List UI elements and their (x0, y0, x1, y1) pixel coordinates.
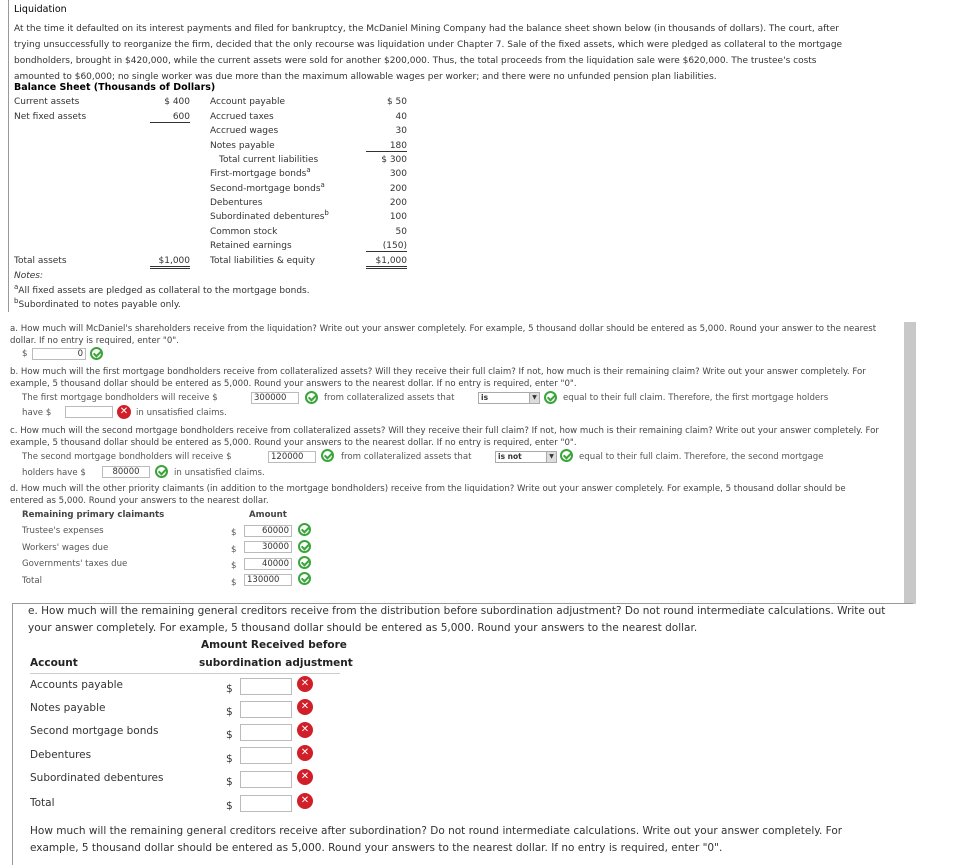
liab-label-5: First-mortgage bonds$^a$ (210, 166, 311, 179)
check-circle-icon (90, 347, 103, 360)
check-circle-icon (155, 465, 168, 478)
qd-dollar-0: $ (231, 528, 237, 538)
x-circle-icon: ✕ (117, 405, 131, 419)
qe-header-divider (30, 673, 340, 674)
qd-input-1[interactable]: 30000 (244, 541, 292, 553)
qc-have: holders have $ (22, 468, 86, 478)
qc-post: equal to their full claim. Therefore, the second mortgage (579, 452, 824, 462)
liab-value-6: 200 (389, 184, 407, 194)
liab-label-7: Debentures (210, 198, 263, 208)
check-circle-icon (298, 540, 311, 553)
qd-row-label-2: Governments' taxes due (22, 559, 128, 569)
qe-dollar-1: $ (226, 706, 233, 718)
qd-input-3[interactable]: 130000 (244, 574, 292, 586)
qe-input-2[interactable] (240, 724, 292, 741)
qe-dollar-0: $ (226, 683, 233, 695)
qb-mid: from collateralized assets that (324, 393, 455, 403)
total-assets-label: Total assets (14, 256, 67, 266)
question-d-text: d. How much will the other priority claimants (in addition to the mortgage bondholders) receive from the liquidation? Write out your answer completely. For example, 5 thousand dollar should be entered as 5,000. Round your answers to the nearest dollar. (10, 484, 846, 506)
qa-dollar: $ (22, 349, 28, 359)
qd-input-0[interactable]: 60000 (244, 525, 292, 537)
note-b: $^b$Subordinated to notes payable only. (14, 297, 181, 310)
qb-prefix: The first mortgage bondholders will receive $ (22, 393, 218, 403)
x-circle-icon: ✕ (297, 722, 313, 738)
check-circle-icon (298, 572, 311, 585)
liab-label-1: Accrued taxes (210, 112, 274, 122)
chevron-down-icon: ▼ (529, 393, 539, 403)
qc-mid: from collateralized assets that (341, 452, 472, 462)
asset-value-fixed: 600 (150, 112, 190, 123)
liab-value-5: 300 (389, 169, 407, 179)
liab-value-8: 100 (389, 212, 407, 222)
qc-remaining-input[interactable]: 80000 (102, 466, 150, 478)
total-assets-value: $1,000 (150, 256, 190, 269)
liab-label-6: Second-mortgage bonds$^a$ (210, 181, 325, 194)
check-circle-icon (560, 449, 573, 462)
liab-value-0: $ 50 (386, 97, 407, 107)
x-circle-icon: ✕ (297, 699, 313, 715)
qe-dollar-5: $ (226, 800, 233, 812)
liab-value-9: 50 (395, 227, 407, 237)
question-e-text: e. How much will the remaining general creditors receive from the distribution before subordination adjustment? Do not round intermediate calculations. Write out your answer completely. For example, 5 thousand dollar should be entered as 5,000. Round your answers to the nearest dollar. (28, 605, 886, 634)
qe-input-0[interactable] (240, 678, 292, 695)
qa-answer-input[interactable]: 0 (32, 348, 86, 360)
balance-sheet-title: Balance Sheet (Thousands of Dollars) (14, 82, 216, 93)
liab-value-7: 200 (389, 198, 407, 208)
liab-value-3: 180 (366, 141, 407, 152)
qe-dollar-3: $ (226, 753, 233, 765)
liab-value-11: $1,000 (366, 256, 407, 269)
qd-dollar-3: $ (231, 578, 237, 588)
qe-dollar-4: $ (226, 776, 233, 788)
qb-end: in unsatisfied claims. (136, 408, 227, 418)
qd-row-label-1: Workers' wages due (22, 543, 109, 553)
question-c-text: c. How much will the second mortgage bondholders receive from collateralized assets? Will they receive their full claim? If not, how much is their remaining claim? Write out your answer completely. For example, 5 thousand dollar should be entered as 5,000. Round your answers to the nearest dollar. If no entry is required, enter "0". (10, 426, 879, 448)
liab-label-11: Total liabilities & equity (210, 256, 315, 266)
qe-input-1[interactable] (240, 701, 292, 718)
qe-input-4[interactable] (240, 771, 292, 788)
scrollbar[interactable] (904, 322, 916, 604)
asset-value-current: $ 400 (164, 97, 190, 107)
liab-label-3: Notes payable (210, 141, 275, 151)
chevron-down-icon: ▼ (546, 452, 556, 462)
note-a: $^a$All fixed assets are pledged as collateral to the mortgage bonds. (14, 283, 310, 296)
check-circle-icon (321, 449, 334, 462)
qe-dollar-2: $ (226, 729, 233, 741)
check-circle-icon (298, 556, 311, 569)
liab-label-8: Subordinated debentures$^b$ (210, 209, 329, 222)
qb-is-select[interactable]: is ▼ (478, 392, 540, 404)
liab-value-2: 30 (395, 126, 407, 136)
qe-input-3[interactable] (240, 747, 292, 764)
qe-row-label-5: Total (30, 797, 55, 809)
page-title: Liquidation (14, 4, 67, 15)
qd-row-label-0: Trustee's expenses (22, 526, 104, 536)
liab-label-4: Total current liabilities (219, 155, 319, 165)
qd-col-amount: Amount (249, 510, 287, 520)
problem-intro: At the time it defaulted on its interest payments and filed for bankruptcy, the McDaniel Mining Company had the balance sheet shown below (in thousands of dollars). The court, after trying unsuccessfully to reorganize the firm, decided that the only recourse was liquidation under Chapter 7. Sale of the fixed assets, which were pledged as collateral to the mortgage bondholders, brought in $420,000, while the current assets were sold for another $200,000. Thus, the total proceeds from the liquidation sale were $620,000. The trustee's costs amounted to $60,000; no single worker was due more than the maximum allowable wages per worker; and there were no unfunded pension plan liabilities. (14, 24, 843, 82)
qe-row-label-3: Debentures (30, 749, 92, 761)
x-circle-icon: ✕ (297, 676, 313, 692)
qe-row-label-1: Notes payable (30, 702, 106, 714)
qd-dollar-1: $ (231, 545, 237, 555)
qe-account-head: Account (30, 657, 78, 669)
qb-remaining-input[interactable] (65, 406, 113, 418)
x-circle-icon: ✕ (297, 769, 313, 785)
qe-row-label-2: Second mortgage bonds (30, 725, 159, 737)
qe-col-head-2: subordination adjustment (199, 657, 353, 669)
liab-value-10: (150) (366, 241, 407, 252)
qb-post: equal to their full claim. Therefore, the first mortgage holders (563, 393, 829, 403)
qe-input-5[interactable] (240, 795, 292, 812)
liab-label-2: Accrued wages (210, 126, 279, 136)
liab-label-9: Common stock (210, 227, 278, 237)
liab-label-0: Account payable (210, 97, 286, 107)
qe-col-head-1: Amount Received before (201, 639, 347, 651)
liab-label-10: Retained earnings (210, 241, 292, 251)
liab-value-1: 40 (395, 112, 407, 122)
check-circle-icon (298, 523, 311, 536)
check-circle-icon (544, 391, 557, 404)
qd-dollar-2: $ (231, 561, 237, 571)
qd-col-claimants: Remaining primary claimants (22, 510, 165, 520)
qb-have: have $ (22, 408, 52, 418)
qd-input-2[interactable]: 40000 (244, 558, 292, 570)
qb-amount-input[interactable]: 300000 (251, 392, 299, 404)
asset-label-current: Current assets (14, 97, 80, 107)
qc-amount-input[interactable]: 120000 (268, 451, 316, 463)
question-a-text: a. How much will McDaniel's shareholders receive from the liquidation? Write out your answer completely. For example, 5 thousand dollar should be entered as 5,000. Round your answer to the nearest dollar. If no entry is required, enter "0". (10, 324, 877, 346)
qe-row-label-4: Subordinated debentures (30, 772, 164, 784)
qc-is-select[interactable]: is not ▼ (495, 451, 557, 463)
notes-label: Notes: (14, 271, 44, 281)
qc-prefix: The second mortgage bondholders will receive $ (22, 452, 232, 462)
qe-row-label-0: Accounts payable (30, 679, 123, 691)
liab-value-4: $ 300 (381, 155, 407, 165)
qe-after-text: How much will the remaining general creditors receive after subordination? Do not round intermediate calculations. Write out your answer completely. For example, 5 thousand dollar should be entered as 5,000. Round your answers to the nearest dollar. If no entry is required, enter "0". (30, 825, 843, 854)
qc-end: in unsatisfied claims. (174, 468, 265, 478)
question-b-text: b. How much will the first mortgage bondholders receive from collateralized assets? Will they receive their full claim? If not, how much is their remaining claim? Write out your answer completely. For example, 5 thousand dollar should be entered as 5,000. Round your answers to the nearest dollar. If no entry is required, enter "0". (10, 367, 866, 389)
asset-label-fixed: Net fixed assets (14, 112, 87, 122)
x-circle-icon: ✕ (297, 793, 313, 809)
check-circle-icon (305, 391, 318, 404)
qd-row-label-3: Total (22, 576, 43, 586)
x-circle-icon: ✕ (297, 745, 313, 761)
